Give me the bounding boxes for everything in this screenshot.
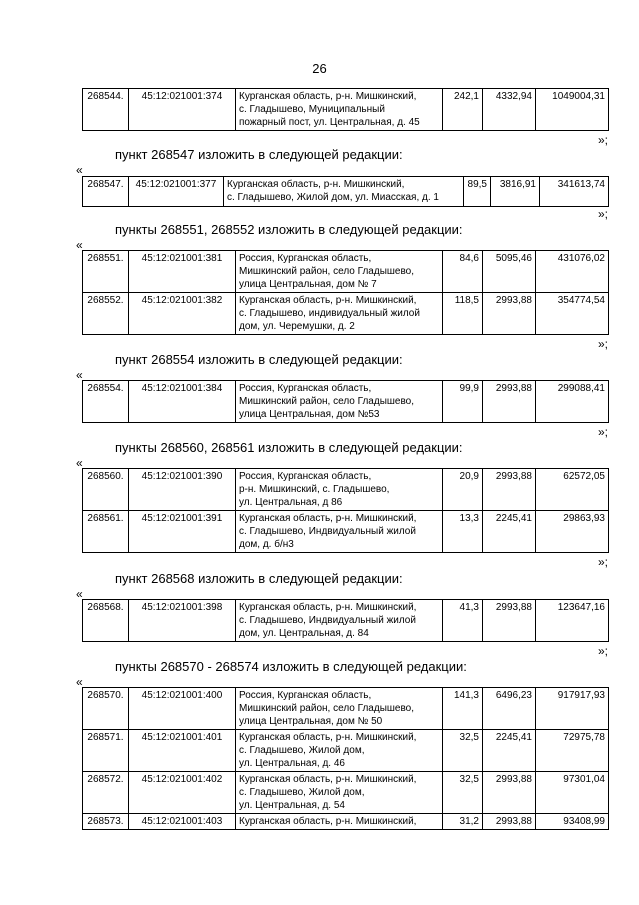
amendment-heading: пункты 268551, 268552 изложить в следующей редакции: [115, 222, 463, 237]
cell-address [236, 89, 443, 131]
cell-rate: 2993,88 [483, 469, 536, 511]
cell-address [224, 177, 464, 207]
address-line: Курганская область, р-н. Мишкинский, [239, 602, 417, 613]
address-line: Курганская область, р-н. Мишкинский, [239, 732, 417, 743]
amendment-heading: пункт 268554 изложить в следующей редакции: [115, 352, 403, 367]
address-line: дом, д. б/н3 [239, 539, 294, 550]
cell-value: 123647,16 [536, 600, 609, 642]
cell-address [236, 511, 443, 553]
table-row [83, 814, 609, 830]
cell-rate: 2993,88 [483, 600, 536, 642]
cell-cadastral: 45:12:021001:401 [129, 730, 236, 772]
cell-cadastral: 45:12:021001:384 [129, 381, 236, 423]
cell-rate: 6496,23 [483, 688, 536, 730]
cell-value: 93408,99 [536, 814, 609, 830]
address-line: ул. Центральная, д. 54 [239, 800, 345, 811]
cell-rate: 2993,88 [483, 814, 536, 830]
page-number: 26 [312, 61, 327, 76]
cell-id: 268547. [83, 177, 129, 207]
record-table [82, 468, 609, 553]
table-row [83, 89, 609, 131]
cell-cadastral: 45:12:021001:390 [129, 469, 236, 511]
cell-value: 29863,93 [536, 511, 609, 553]
record-table [82, 599, 609, 642]
cell-address [236, 251, 443, 293]
address-line: с. Гладышево, Индвидуальный жилой [239, 526, 416, 537]
table-row [83, 772, 609, 814]
address-line: Курганская область, р-н. Мишкинский, [239, 774, 417, 785]
address-line: Россия, Курганская область, [239, 690, 372, 701]
record-table [82, 88, 609, 131]
amendment-heading: пункт 268568 изложить в следующей редакции: [115, 571, 403, 586]
cell-rate: 2993,88 [483, 772, 536, 814]
cell-value: 299088,41 [536, 381, 609, 423]
cell-area: 118,5 [443, 293, 483, 335]
close-quote: »; [598, 555, 609, 569]
address-line: Курганская область, р-н. Мишкинский, [239, 816, 417, 827]
cell-address [236, 814, 443, 830]
cell-id: 268552. [83, 293, 129, 335]
cell-area: 89,5 [464, 177, 491, 207]
cell-id: 268573. [83, 814, 129, 830]
address-line: с. Гладышево, индивидуальный жилой [239, 308, 420, 319]
open-quote: « [76, 675, 83, 689]
cell-rate: 3816,91 [491, 177, 540, 207]
cell-rate: 2993,88 [483, 293, 536, 335]
cell-id: 268551. [83, 251, 129, 293]
cell-rate: 5095,46 [483, 251, 536, 293]
cell-address [236, 381, 443, 423]
cell-area: 32,5 [443, 772, 483, 814]
cell-area: 13,3 [443, 511, 483, 553]
cell-area: 32,5 [443, 730, 483, 772]
address-line: улица Центральная, дом № 50 [239, 716, 383, 727]
amendment-heading: пункты 268570 - 268574 изложить в следующей редакции: [115, 659, 467, 674]
cell-address [236, 469, 443, 511]
record-table [82, 687, 609, 830]
table-row [83, 688, 609, 730]
open-quote: « [76, 238, 83, 252]
table-row [83, 511, 609, 553]
cell-address [236, 600, 443, 642]
close-quote: »; [598, 207, 609, 221]
cell-cadastral: 45:12:021001:403 [129, 814, 236, 830]
cell-cadastral: 45:12:021001:377 [129, 177, 224, 207]
address-line: улица Центральная, дом № 7 [239, 279, 377, 290]
address-line: Россия, Курганская область, [239, 253, 372, 264]
cell-id: 268561. [83, 511, 129, 553]
table-row [83, 600, 609, 642]
open-quote: « [76, 368, 83, 382]
table-row [83, 177, 609, 207]
address-line: ул. Центральная, д 86 [239, 497, 343, 508]
cell-id: 268571. [83, 730, 129, 772]
cell-id: 268554. [83, 381, 129, 423]
address-line: дом, ул. Центральная, д. 84 [239, 628, 369, 639]
cell-id: 268544. [83, 89, 129, 131]
close-quote: »; [598, 337, 609, 351]
cell-area: 141,3 [443, 688, 483, 730]
address-line: с. Гладышево, Жилой дом, ул. Миасская, д. 1 [227, 192, 439, 203]
cell-area: 99,9 [443, 381, 483, 423]
cell-value: 1049004,31 [536, 89, 609, 131]
open-quote: « [76, 587, 83, 601]
table-row [83, 730, 609, 772]
cell-id: 268560. [83, 469, 129, 511]
address-line: с. Гладышево, Муниципальный [239, 104, 385, 115]
cell-id: 268568. [83, 600, 129, 642]
record-table [82, 250, 609, 335]
cell-rate: 2245,41 [483, 511, 536, 553]
cell-address [236, 293, 443, 335]
address-line: Курганская область, р-н. Мишкинский, [227, 179, 405, 190]
address-line: Россия, Курганская область, [239, 471, 372, 482]
close-quote: »; [598, 644, 609, 658]
table-row [83, 469, 609, 511]
cell-rate: 2245,41 [483, 730, 536, 772]
cell-cadastral: 45:12:021001:381 [129, 251, 236, 293]
address-line: Курганская область, р-н. Мишкинский, [239, 513, 417, 524]
address-line: улица Центральная, дом №53 [239, 409, 380, 420]
cell-cadastral: 45:12:021001:400 [129, 688, 236, 730]
close-quote: »; [598, 133, 609, 147]
cell-id: 268572. [83, 772, 129, 814]
table-row [83, 251, 609, 293]
cell-value: 354774,54 [536, 293, 609, 335]
address-line: Мишкинский район, село Гладышево, [239, 703, 415, 714]
cell-address [236, 772, 443, 814]
cell-value: 72975,78 [536, 730, 609, 772]
address-line: с. Гладышево, Жилой дом, [239, 787, 365, 798]
cell-address [236, 730, 443, 772]
record-table [82, 380, 609, 423]
table-row [83, 381, 609, 423]
cell-value: 97301,04 [536, 772, 609, 814]
cell-area: 31,2 [443, 814, 483, 830]
cell-value: 62572,05 [536, 469, 609, 511]
address-line: пожарный пост, ул. Центральная, д. 45 [239, 117, 420, 128]
address-line: Курганская область, р-н. Мишкинский, [239, 91, 417, 102]
record-table [82, 176, 609, 207]
cell-value: 431076,02 [536, 251, 609, 293]
cell-area: 41,3 [443, 600, 483, 642]
cell-value: 341613,74 [540, 177, 609, 207]
amendment-heading: пункт 268547 изложить в следующей редакции: [115, 147, 403, 162]
cell-rate: 2993,88 [483, 381, 536, 423]
open-quote: « [76, 163, 83, 177]
address-line: ул. Центральная, д. 46 [239, 758, 345, 769]
table-row [83, 293, 609, 335]
cell-area: 84,6 [443, 251, 483, 293]
address-line: дом, ул. Черемушки, д. 2 [239, 321, 355, 332]
address-line: Россия, Курганская область, [239, 383, 372, 394]
address-line: Курганская область, р-н. Мишкинский, [239, 295, 417, 306]
cell-cadastral: 45:12:021001:391 [129, 511, 236, 553]
address-line: Мишкинский район, село Гладышево, [239, 266, 415, 277]
amendment-heading: пункты 268560, 268561 изложить в следующей редакции: [115, 440, 463, 455]
cell-cadastral: 45:12:021001:398 [129, 600, 236, 642]
cell-cadastral: 45:12:021001:402 [129, 772, 236, 814]
address-line: Мишкинский район, село Гладышево, [239, 396, 415, 407]
address-line: р-н. Мишкинский, с. Гладышево, [239, 484, 390, 495]
cell-id: 268570. [83, 688, 129, 730]
cell-cadastral: 45:12:021001:382 [129, 293, 236, 335]
cell-area: 20,9 [443, 469, 483, 511]
cell-address [236, 688, 443, 730]
close-quote: »; [598, 425, 609, 439]
address-line: с. Гладышево, Индвидуальный жилой [239, 615, 416, 626]
cell-cadastral: 45:12:021001:374 [129, 89, 236, 131]
cell-area: 242,1 [443, 89, 483, 131]
address-line: с. Гладышево, Жилой дом, [239, 745, 365, 756]
open-quote: « [76, 456, 83, 470]
cell-rate: 4332,94 [483, 89, 536, 131]
cell-value: 917917,93 [536, 688, 609, 730]
